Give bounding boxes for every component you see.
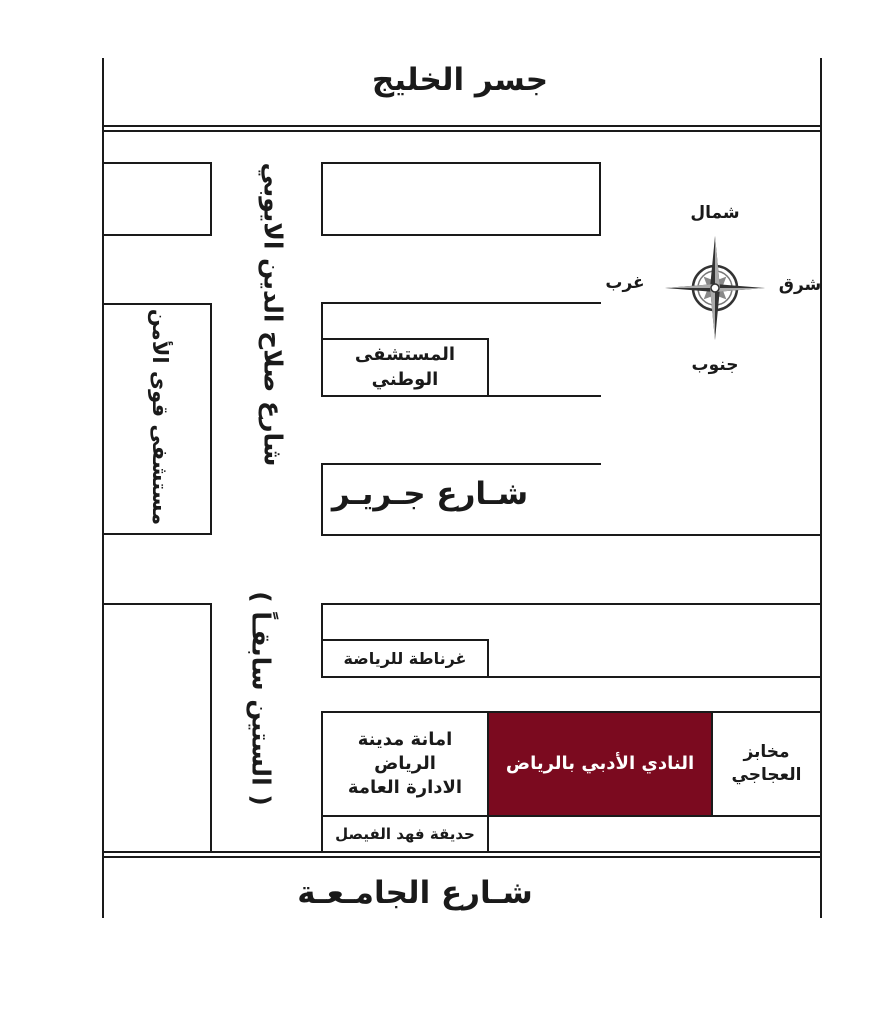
street-jamia: شـارع الجامـعـة <box>297 875 533 911</box>
place-granada-sports: غرناطة للرياضة <box>321 639 489 678</box>
place-ajaji-bakery <box>711 711 822 817</box>
jarir-block-bottom <box>321 534 822 536</box>
street-jarir: شـارع جـريـر <box>331 476 529 512</box>
compass-east: شرق <box>778 275 822 295</box>
compass <box>600 195 830 385</box>
gulf-bridge-second-line <box>102 130 822 132</box>
municipality-line-3: الادارة العامة <box>347 777 463 799</box>
block-left-bottom <box>102 603 212 853</box>
block-right-top <box>321 162 601 236</box>
compass-west: غرب <box>605 273 645 293</box>
compass-north: شمال <box>690 203 740 223</box>
jarir-block-left <box>321 463 323 536</box>
place-fahd-park: حديقة فهد الفيصل <box>321 815 489 853</box>
street-salahuddin: شارع صلاح الدين الايوبي <box>258 162 288 467</box>
municipality-line-1: امانة مدينة <box>357 728 453 750</box>
hospital-block-top <box>321 302 601 304</box>
jarir-block-top <box>321 463 601 465</box>
jamia-top-line <box>102 851 822 853</box>
place-national-hospital: المستشفى الوطني <box>321 338 489 397</box>
compass-rose-icon <box>660 233 770 343</box>
ajaji-line-1: مخابز <box>743 742 790 763</box>
jamia-second-line <box>102 856 822 858</box>
compass-south: جنوب <box>691 355 739 375</box>
granada-block-top <box>321 603 822 605</box>
block-left-top <box>102 162 212 236</box>
place-security-forces-hospital: مستشفى قوى الأمن <box>148 308 172 526</box>
street-sitteen-formerly: ( الستين سابقـاً ) <box>246 591 276 806</box>
place-municipality <box>321 711 489 817</box>
place-literary-club: النادي الأدبي بالرياض <box>487 711 713 817</box>
street-gulf-bridge: جسر الخليج <box>371 62 549 98</box>
municipality-line-2: الرياض <box>374 752 436 774</box>
gulf-bridge-bottom-line <box>102 125 822 127</box>
ajaji-line-2: العجاجي <box>731 765 802 785</box>
